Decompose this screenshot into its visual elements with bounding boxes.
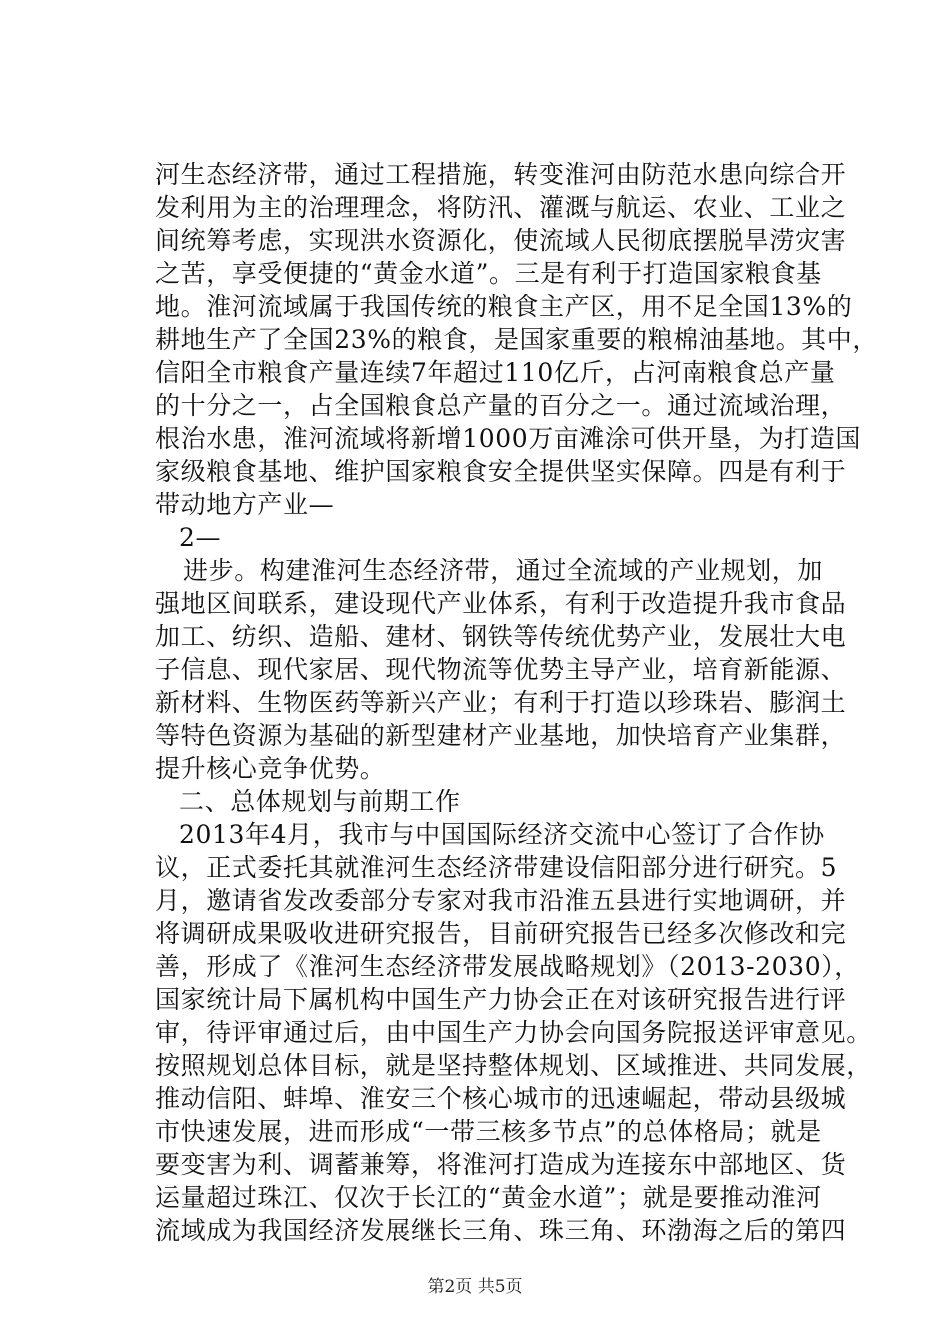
text-line: 审，待评审通过后，由中国生产力协会向国务院报送评审意见。 — [155, 1018, 872, 1047]
text-line: 的十分之一，占全国粮食总产量的百分之一。通过流域治理， — [155, 391, 847, 420]
text-line: 要变害为利、调蓄兼筹，将淮河打造成为连接东中部地区、货 — [155, 1150, 847, 1179]
text-line: 河生态经济带，通过工程措施，转变淮河由防范水患向综合开 — [155, 160, 847, 189]
paragraph-start: 进步。构建淮河生态经济带，通过全流域的产业规划，加 — [183, 556, 824, 585]
text-line: 运量超过珠江、仅次于长江的“黄金水道”；就是要推动淮河 — [155, 1183, 822, 1212]
text-line: 家级粮食基地、维护国家粮食安全提供坚实保障。四是有利于 — [155, 457, 847, 486]
text-line: 月，邀请省发改委部分专家对我市沿淮五县进行实地调研，并 — [155, 886, 847, 915]
page-marker: 2— — [179, 523, 222, 552]
text-line: 子信息、现代家居、现代物流等优势主导产业，培育新能源、 — [155, 655, 847, 684]
text-line: 之苦，享受便捷的“黄金水道”。三是有利于打造国家粮食基 — [155, 259, 822, 288]
text-line: 强地区间联系，建设现代产业体系，有利于改造提升我市食品 — [155, 589, 847, 618]
text-line: 发利用为主的治理理念，将防汛、灌溉与航运、农业、工业之 — [155, 193, 847, 222]
text-line: 间统筹考虑，实现洪水资源化，使流域人民彻底摆脱旱涝灾害 — [155, 226, 847, 255]
text-line: 等特色资源为基础的新型建材产业基地，加快培育产业集群， — [155, 721, 847, 750]
text-line: 加工、纺织、造船、建材、钢铁等传统优势产业，发展壮大电 — [155, 622, 847, 651]
section-heading: 二、总体规划与前期工作 — [179, 787, 461, 816]
text-line: 议，正式委托其就淮河生态经济带建设信阳部分进行研究。5 — [155, 853, 838, 882]
text-line: 信阳全市粮食产量连续7年超过110亿斤，占河南粮食总产量 — [155, 358, 836, 387]
text-line: 根治水患，淮河流域将新增1000万亩滩涂可供开垦，为打造国 — [155, 424, 862, 453]
text-line: 推动信阳、蚌埠、淮安三个核心城市的迅速崛起，带动县级城 — [155, 1084, 847, 1113]
page-footer — [0, 1272, 950, 1297]
text-line: 新材料、生物医药等新兴产业；有利于打造以珍珠岩、膨润土 — [155, 688, 847, 717]
text-line: 提升核心竞争优势。 — [155, 754, 386, 783]
text-line: 带动地方产业— — [155, 490, 335, 519]
text-line: 善，形成了《淮河生态经济带发展战略规划》（2013-2030）， — [155, 952, 860, 981]
text-line: 耕地生产了全国23%的粮食，是国家重要的粮棉油基地。其中， — [155, 325, 878, 354]
text-line: 流域成为我国经济发展继长三角、珠三角、环渤海之后的第四 — [155, 1216, 847, 1245]
text-line: 国家统计局下属机构中国生产力协会正在对该研究报告进行评 — [155, 985, 847, 1014]
text-line: 按照规划总体目标，就是坚持整体规划、区域推进、共同发展， — [155, 1051, 872, 1080]
text-line: 将调研成果吸收进研究报告，目前研究报告已经多次修改和完 — [155, 919, 847, 948]
page-number: 第2页 共5页 — [427, 1277, 523, 1297]
text-line: 地。淮河流域属于我国传统的粮食主产区，用不足全国13%的 — [155, 292, 853, 321]
text-line: 市快速发展，进而形成“一带三核多节点”的总体格局；就是 — [155, 1117, 822, 1146]
paragraph-start: 2013年4月，我市与中国国际经济交流中心签订了合作协 — [179, 820, 825, 849]
document-body — [155, 158, 878, 1247]
